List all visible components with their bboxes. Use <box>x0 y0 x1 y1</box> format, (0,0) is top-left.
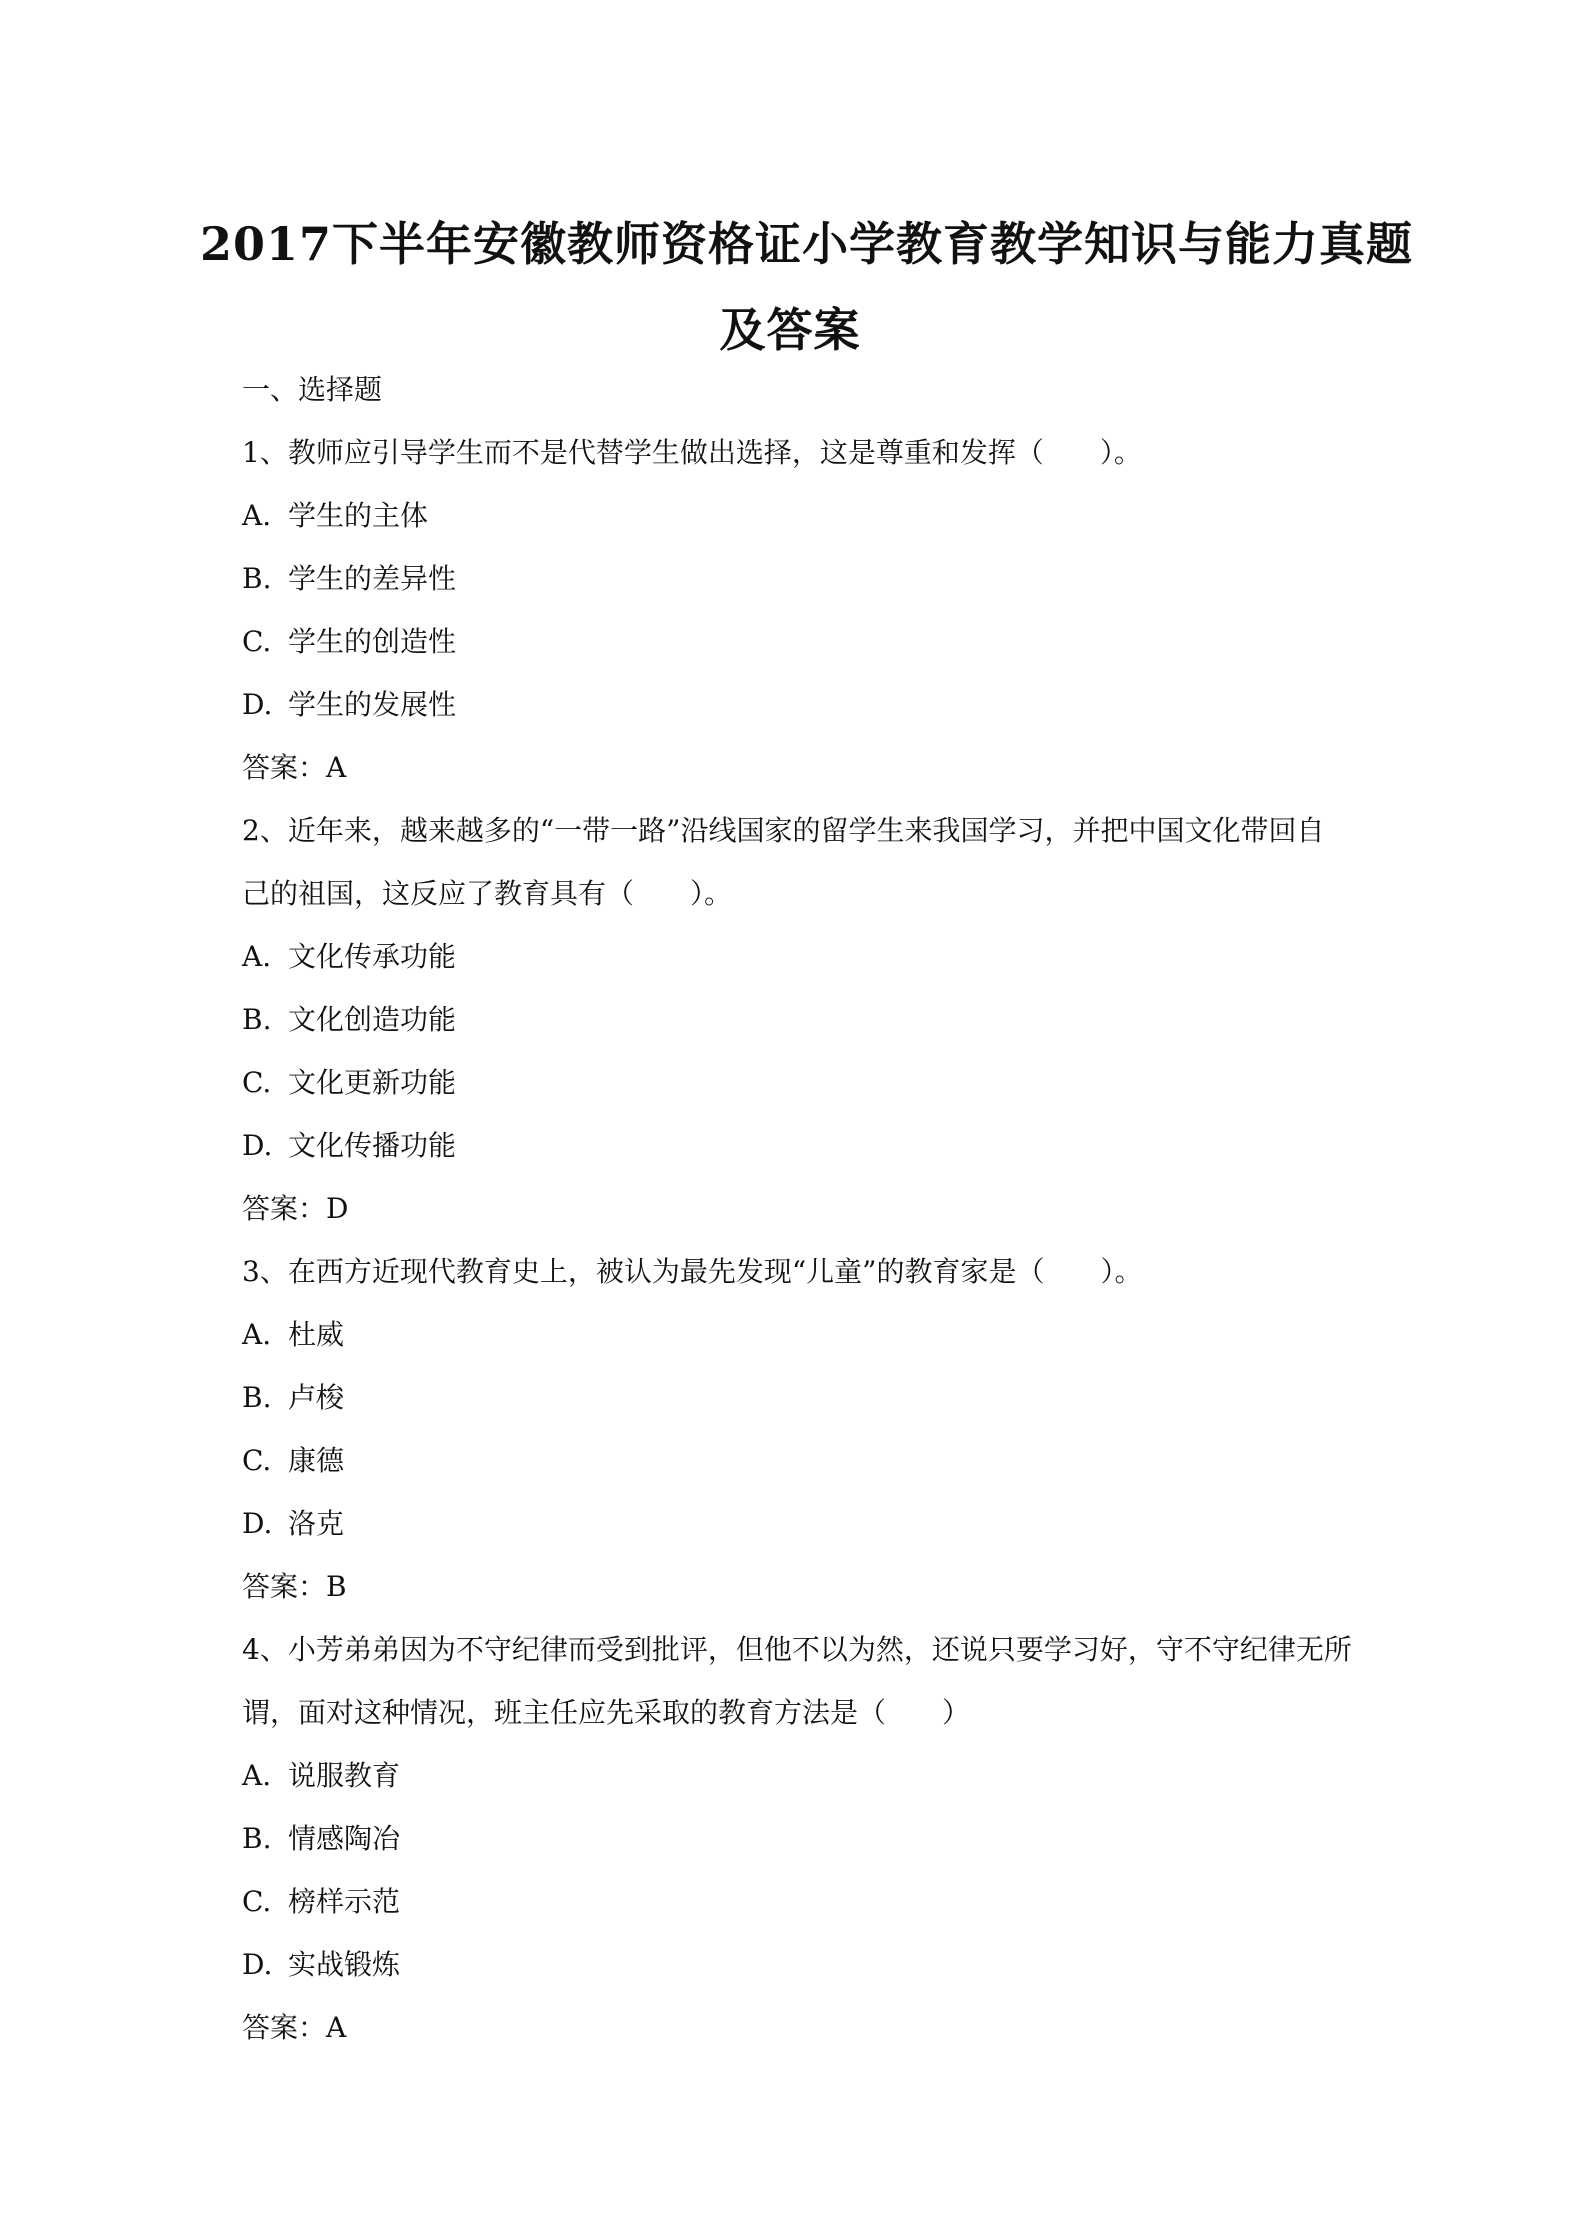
question-3-option-d <box>242 1506 344 1542</box>
option-text: 说服教育 <box>288 1759 401 1792</box>
option-letter: A. <box>242 1759 272 1792</box>
option-text: 学生的差异性 <box>288 562 457 595</box>
option-letter: C. <box>242 625 272 658</box>
option-text: 文化更新功能 <box>288 1066 457 1099</box>
section-heading: 一、选择题 <box>242 373 383 406</box>
question-4-stem-line2: 谓，面对这种情况，班主任应先采取的教育方法是（ ） <box>242 1696 971 1729</box>
question-4-option-c <box>242 1884 400 1920</box>
question-3-option-a <box>242 1317 344 1353</box>
option-letter: D. <box>242 1507 273 1540</box>
option-text: 洛克 <box>288 1507 345 1540</box>
option-letter: D. <box>242 688 273 721</box>
question-2-option-b <box>242 1002 456 1038</box>
question-2-stem-line2: 己的祖国，这反应了教育具有（ ）。 <box>242 877 733 910</box>
question-2-option-c <box>242 1065 456 1101</box>
question-3-option-b <box>242 1380 344 1416</box>
question-4-option-d <box>242 1947 400 1983</box>
option-text: 杜威 <box>288 1318 345 1351</box>
option-letter: B. <box>242 1381 272 1414</box>
option-text: 文化创造功能 <box>288 1003 457 1036</box>
question-1-option-a <box>242 498 428 534</box>
question-4-option-a <box>242 1758 400 1794</box>
question-4-stem-line1: 4、小芳弟弟因为不守纪律而受到批评，但他不以为然，还说只要学习好，守不守纪律无所 <box>242 1633 1352 1666</box>
option-text: 文化传播功能 <box>288 1129 457 1162</box>
option-letter: A. <box>242 499 272 532</box>
question-2-option-d <box>242 1128 456 1164</box>
question-1-option-c <box>242 624 456 660</box>
question-4-answer: 答案：A <box>242 2011 347 2044</box>
question-1-option-b <box>242 561 456 597</box>
option-text: 学生的主体 <box>288 499 429 532</box>
option-letter: C. <box>242 1444 272 1477</box>
option-letter: D. <box>242 1129 273 1162</box>
question-1-stem: 1、教师应引导学生而不是代替学生做出选择，这是尊重和发挥（ ）。 <box>242 436 1142 469</box>
option-text: 榜样示范 <box>288 1885 401 1918</box>
option-letter: B. <box>242 562 272 595</box>
question-2-answer: 答案：D <box>242 1192 349 1225</box>
question-3-option-c <box>242 1443 344 1479</box>
option-letter: B. <box>242 1822 272 1855</box>
option-text: 情感陶冶 <box>288 1822 401 1855</box>
document-title-line2: 及答案 <box>719 303 861 357</box>
option-letter: C. <box>242 1066 272 1099</box>
option-text: 实战锻炼 <box>288 1948 401 1981</box>
option-text: 康德 <box>288 1444 345 1477</box>
option-letter: A. <box>242 940 272 973</box>
option-letter: C. <box>242 1885 272 1918</box>
option-letter: B. <box>242 1003 272 1036</box>
question-3-answer: 答案：B <box>242 1570 347 1603</box>
option-text: 文化传承功能 <box>288 940 457 973</box>
option-letter: A. <box>242 1318 272 1351</box>
question-2-option-a <box>242 939 456 975</box>
question-2-stem-line1: 2、近年来，越来越多的“一带一路”沿线国家的留学生来我国学习，并把中国文化带回自 <box>242 814 1325 847</box>
option-text: 学生的创造性 <box>288 625 457 658</box>
option-text: 卢梭 <box>288 1381 345 1414</box>
question-1-answer: 答案：A <box>242 751 347 784</box>
question-4-option-b <box>242 1821 400 1857</box>
option-letter: D. <box>242 1948 273 1981</box>
question-1-option-d <box>242 687 456 723</box>
question-3-stem: 3、在西方近现代教育史上，被认为最先发现“儿童”的教育家是（ ）。 <box>242 1255 1143 1288</box>
document-title-line1: 2017下半年安徽教师资格证小学教育教学知识与能力真题 <box>200 217 1414 271</box>
option-text: 学生的发展性 <box>288 688 457 721</box>
